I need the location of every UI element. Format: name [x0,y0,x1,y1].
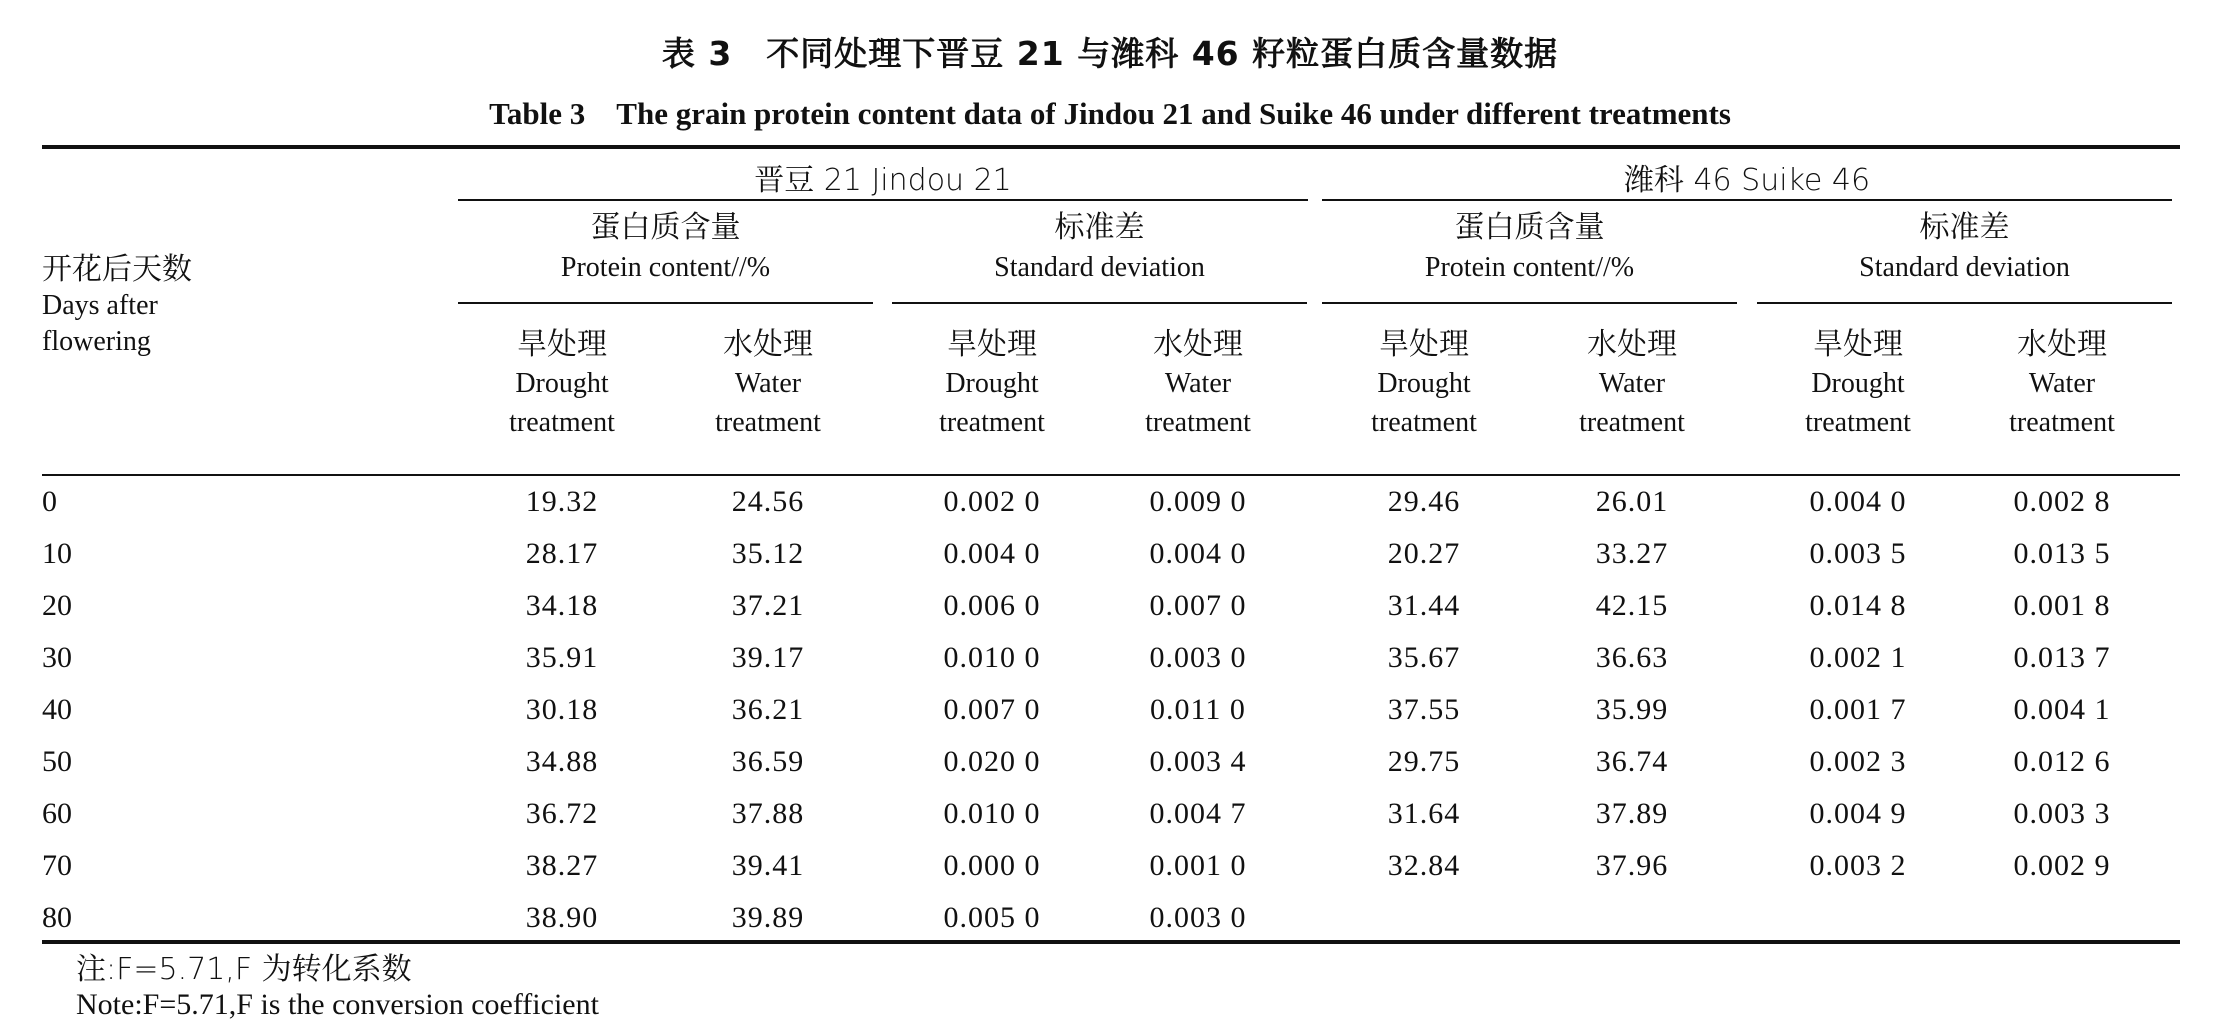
header-bottom-rule [42,474,2180,476]
group-rule-suike [1322,199,2172,201]
treatment-label-3: treatment [2009,407,2115,438]
row-day-label: 0 [42,485,57,518]
treatment-label-2: Water [2028,368,2096,399]
table-cell: 0.002 9 [2013,849,2111,882]
table-cell: 26.01 [1595,485,1669,518]
row-day-label: 70 [42,849,72,882]
table-cell: 0.005 0 [943,901,1041,934]
table-cell: 0.003 0 [1149,641,1247,674]
row-header-en-2: flowering [42,326,151,357]
table-cell: 0.003 5 [1809,537,1907,570]
treatment-label-3: treatment [1371,407,1477,438]
protein-cn: 蛋白质含量 [590,210,741,245]
sd-cn: 标准差 [1919,210,2010,245]
table-cell: 0.001 8 [2013,589,2111,622]
note-cn-text: 注:F=5.71,F 为转化系数 [76,952,412,987]
header-water-treatment [658,325,878,442]
group-header-suike [1322,155,2172,199]
table-cell: 29.46 [1387,485,1461,518]
table-cell: 0.010 0 [943,797,1041,830]
treatment-label-3: treatment [939,407,1045,438]
row-day-label: 60 [42,797,72,830]
subheader-protein-suike [1322,208,1737,288]
header-water-treatment [1522,325,1742,442]
table-cell: 30.18 [525,693,599,726]
table-cell: 37.96 [1595,849,1669,882]
table-cell: 37.55 [1387,693,1461,726]
treatment-label-2: Water [1598,368,1666,399]
table-cell: 0.004 1 [2013,693,2111,726]
table-cell: 39.41 [731,849,805,882]
table-cell: 0.001 0 [1149,849,1247,882]
table-cell: 0.003 0 [1149,901,1247,934]
row-day-label: 80 [42,901,72,934]
treatment-label-2: Water [734,368,802,399]
note-cn [76,944,412,988]
table-cell: 0.012 6 [2013,745,2111,778]
header-drought-treatment [882,325,1102,442]
table-cell: 0.003 3 [2013,797,2111,830]
table-cell: 34.88 [525,745,599,778]
row-day-label: 50 [42,745,72,778]
table-cell: 0.003 4 [1149,745,1247,778]
table-cell: 33.27 [1595,537,1669,570]
table-title-en: Table 3 The grain protein content data of Jindou 21 and Suike 46 under different treatments [489,96,1731,131]
table-cell: 0.001 7 [1809,693,1907,726]
row-header [42,252,192,360]
row-day-label: 40 [42,693,72,726]
group-rule-jindou [458,199,1308,201]
table-cell: 36.72 [525,797,599,830]
table-cell: 0.007 0 [1149,589,1247,622]
table-cell: 0.020 0 [943,745,1041,778]
table-cell: 37.21 [731,589,805,622]
row-day-label: 30 [42,641,72,674]
sd-en: Standard deviation [994,252,1205,283]
table-cell: 35.67 [1387,641,1461,674]
header-drought-treatment [452,325,672,442]
sd-cn: 标准差 [1054,210,1145,245]
treatment-label-2: Drought [1377,368,1471,399]
table-cell: 37.89 [1595,797,1669,830]
table-cell: 42.15 [1595,589,1669,622]
table-cell: 31.44 [1387,589,1461,622]
treatment-label-1: 水处理 [1587,327,1677,362]
subheader-protein-jindou [458,208,873,288]
table-cell: 36.63 [1595,641,1669,674]
note-en: Note:F=5.71,F is the conversion coefficient [76,988,599,1021]
protein-en: Protein content//% [560,252,771,283]
table-cell: 35.91 [525,641,599,674]
table-cell: 0.004 9 [1809,797,1907,830]
table-cell: 0.002 0 [943,485,1041,518]
table-cell: 20.27 [1387,537,1461,570]
protein-en: Protein content//% [1424,252,1635,283]
table-cell: 0.010 0 [943,641,1041,674]
treatment-label-1: 旱处理 [517,327,607,362]
table-cell: 28.17 [525,537,599,570]
top-rule [42,145,2180,149]
table-cell: 0.002 1 [1809,641,1907,674]
table-cell: 35.12 [731,537,805,570]
row-day-label: 10 [42,537,72,570]
table-cell: 39.17 [731,641,805,674]
treatment-label-3: treatment [715,407,821,438]
table-cell: 35.99 [1595,693,1669,726]
table-cell: 0.000 0 [943,849,1041,882]
treatment-label-1: 水处理 [2017,327,2107,362]
group-header-jindou [458,155,1308,199]
subgroup-rule-3 [1322,302,1737,304]
table-cell: 0.004 0 [1809,485,1907,518]
table-title-cn: 表 3 不同处理下晋豆 21 与潍科 46 籽粒蛋白质含量数据 [661,34,1559,73]
subgroup-rule-1 [458,302,873,304]
table-cell: 36.21 [731,693,805,726]
table-cell: 0.004 0 [943,537,1041,570]
header-drought-treatment [1314,325,1534,442]
table-cell: 0.003 2 [1809,849,1907,882]
header-drought-treatment [1748,325,1968,442]
row-header-cn: 开花后天数 [42,252,192,287]
treatment-label-1: 水处理 [723,327,813,362]
subheader-sd-suike [1757,208,2172,288]
treatment-label-3: treatment [1579,407,1685,438]
table-cell: 0.011 0 [1150,693,1246,726]
table-cell: 34.18 [525,589,599,622]
table-cell: 38.27 [525,849,599,882]
group-header-suike-label: 潍科 46 Suike 46 [1623,163,1871,198]
table-cell: 0.007 0 [943,693,1041,726]
header-water-treatment [1952,325,2172,442]
subgroup-rule-4 [1757,302,2172,304]
treatment-label-1: 旱处理 [947,327,1037,362]
table-cell: 0.014 8 [1809,589,1907,622]
treatment-label-1: 旱处理 [1813,327,1903,362]
treatment-label-1: 旱处理 [1379,327,1469,362]
treatment-label-2: Drought [515,368,609,399]
table-cell: 29.75 [1387,745,1461,778]
group-header-jindou-label: 晋豆 21 Jindou 21 [754,163,1012,198]
table-cell: 0.006 0 [943,589,1041,622]
table-cell: 0.013 5 [2013,537,2111,570]
treatment-label-3: treatment [509,407,615,438]
table-cell: 0.002 3 [1809,745,1907,778]
treatment-label-2: Water [1164,368,1232,399]
treatment-label-3: treatment [1145,407,1251,438]
table-cell: 39.89 [731,901,805,934]
table-cell: 24.56 [731,485,805,518]
row-day-label: 20 [42,589,72,622]
row-header-en-1: Days after [42,290,158,321]
table-cell: 0.013 7 [2013,641,2111,674]
table-cell: 0.004 0 [1149,537,1247,570]
table-cell: 36.74 [1595,745,1669,778]
protein-cn: 蛋白质含量 [1454,210,1605,245]
table-cell: 0.002 8 [2013,485,2111,518]
table-cell: 37.88 [731,797,805,830]
treatment-label-3: treatment [1805,407,1911,438]
table-cell: 32.84 [1387,849,1461,882]
treatment-label-2: Drought [1811,368,1905,399]
table-cell: 31.64 [1387,797,1461,830]
sd-en: Standard deviation [1859,252,2070,283]
header-water-treatment [1088,325,1308,442]
treatment-label-2: Drought [945,368,1039,399]
treatment-label-1: 水处理 [1153,327,1243,362]
subheader-sd-jindou [892,208,1307,288]
subgroup-rule-2 [892,302,1307,304]
table-cell: 38.90 [525,901,599,934]
table-cell: 0.004 7 [1149,797,1247,830]
table-cell: 0.009 0 [1149,485,1247,518]
table-cell: 36.59 [731,745,805,778]
table-cell: 19.32 [525,485,599,518]
